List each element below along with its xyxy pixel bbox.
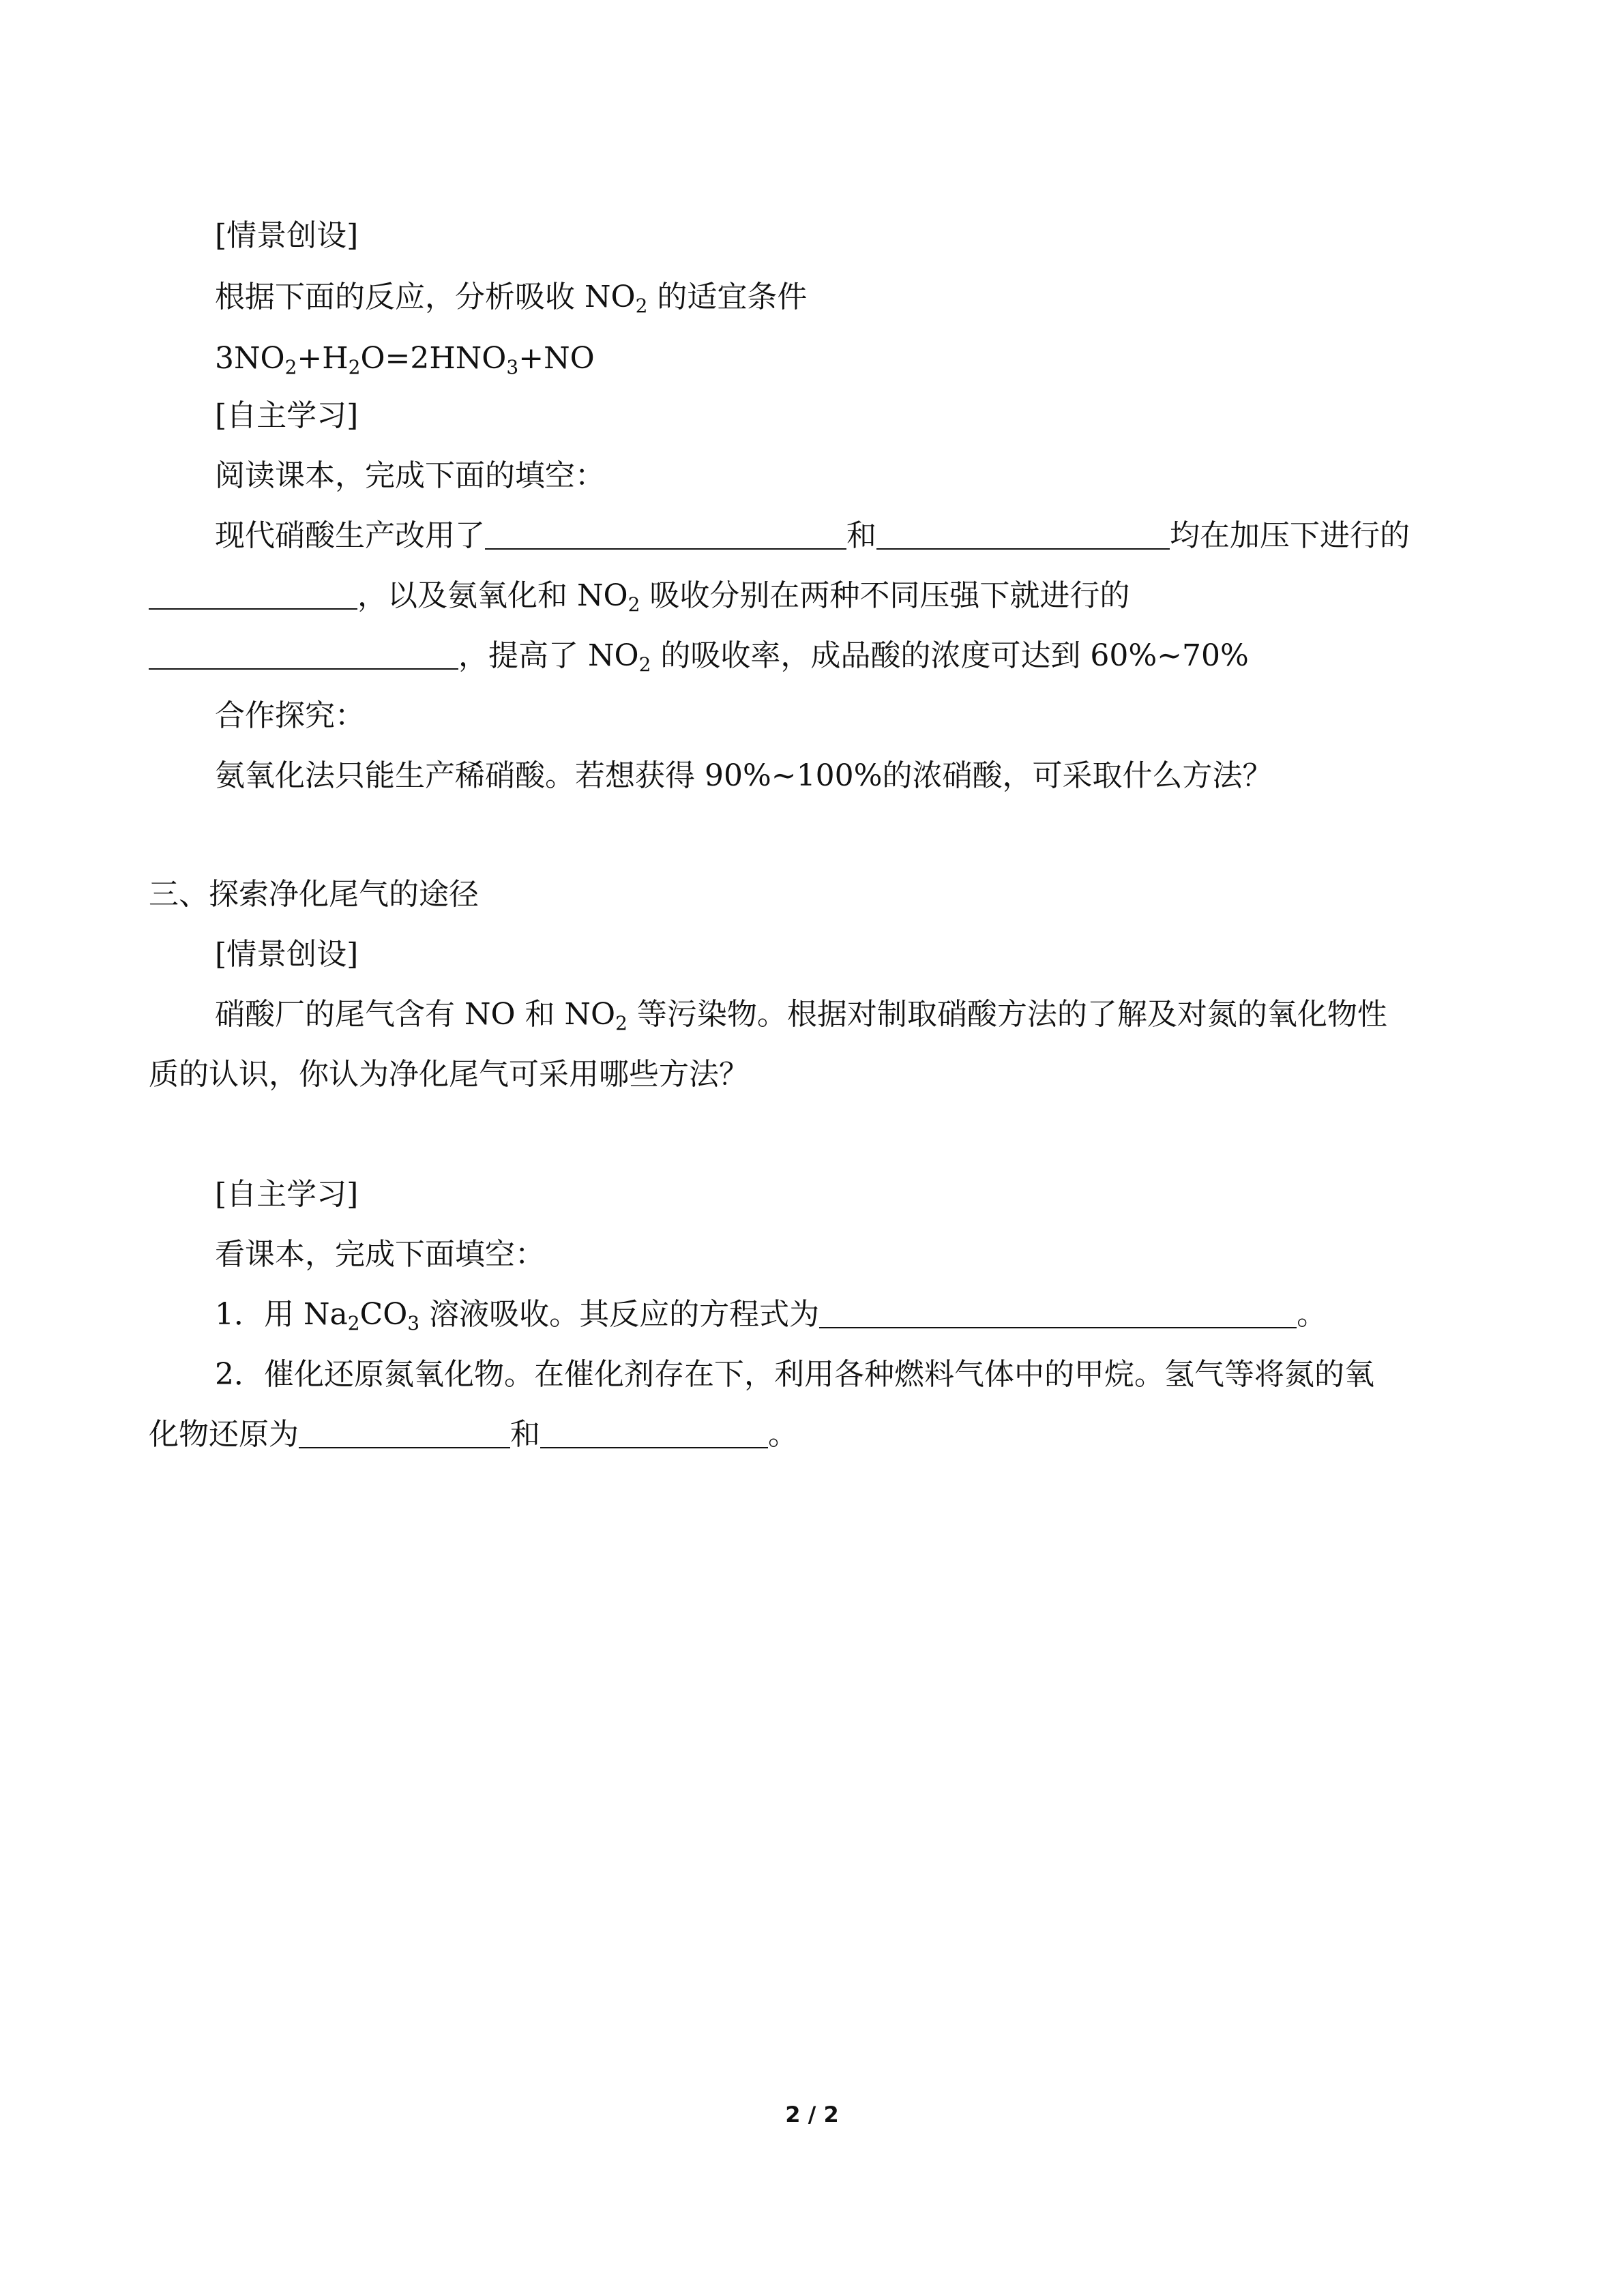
blank-field[interactable] — [819, 1297, 1297, 1328]
question-item-1: 1．用 $Na_2CO_3$ 溶液吸收。其反应的方程式为 。 — [215, 1297, 1327, 1335]
scene-text: 根据下面的反应，分析吸收 $NO_2$ 的适宜条件 — [215, 280, 808, 317]
blank-field[interactable] — [149, 578, 357, 610]
reading-instruction: 阅读课本，完成下面的填空： — [215, 458, 605, 493]
blank-field[interactable] — [485, 518, 846, 550]
self-study-heading: [自主学习] — [215, 398, 359, 433]
cooperative-heading: 合作探究： — [215, 698, 365, 733]
blank-field[interactable] — [149, 638, 458, 670]
scene-heading: [情景创设] — [215, 937, 359, 972]
scene-paragraph: 硝酸厂的尾气含有 NO 和 $NO_2$ 等污染物。根据对制取硝酸方法的了解及对氮的氧化物性 — [215, 997, 1387, 1034]
reaction-equation: $3NO_2+H_2O=2HNO_3+NO$ — [215, 341, 595, 378]
fill-line-2: ，以及氨氧化和 $NO_2$ 吸收分别在两种不同压强下就进行的 — [149, 576, 1130, 616]
section-title: 三、探索净化尾气的途径 — [149, 877, 479, 912]
question-item-2-cont: 化物还原为 和 。 — [149, 1417, 798, 1452]
blank-field[interactable] — [299, 1417, 510, 1448]
fill-line-1: 现代硝酸生产改用了 和 均在加压下进行的 — [215, 518, 1410, 553]
self-study-heading: [自主学习] — [215, 1177, 359, 1212]
scene-paragraph-cont: 质的认识，你认为净化尾气可采用哪些方法？ — [149, 1057, 749, 1092]
scene-heading: [情景创设] — [215, 218, 359, 253]
reading-instruction: 看课本，完成下面填空： — [215, 1237, 545, 1272]
blank-field[interactable] — [876, 518, 1170, 550]
blank-field[interactable] — [540, 1417, 768, 1448]
question-item-2: 2．催化还原氮氧化物。在催化剂存在下，利用各种燃料气体中的甲烷。氢气等将氮的氧 — [215, 1357, 1374, 1392]
fill-line-3: ，提高了 $NO_2$ 的吸收率，成品酸的浓度可达到 60%~70% — [149, 636, 1249, 676]
page-number: 2 / 2 — [785, 2102, 839, 2128]
cooperative-question: 氨氧化法只能生产稀硝酸。若想获得 90%~100%的浓硝酸，可采取什么方法？ — [215, 758, 1273, 793]
